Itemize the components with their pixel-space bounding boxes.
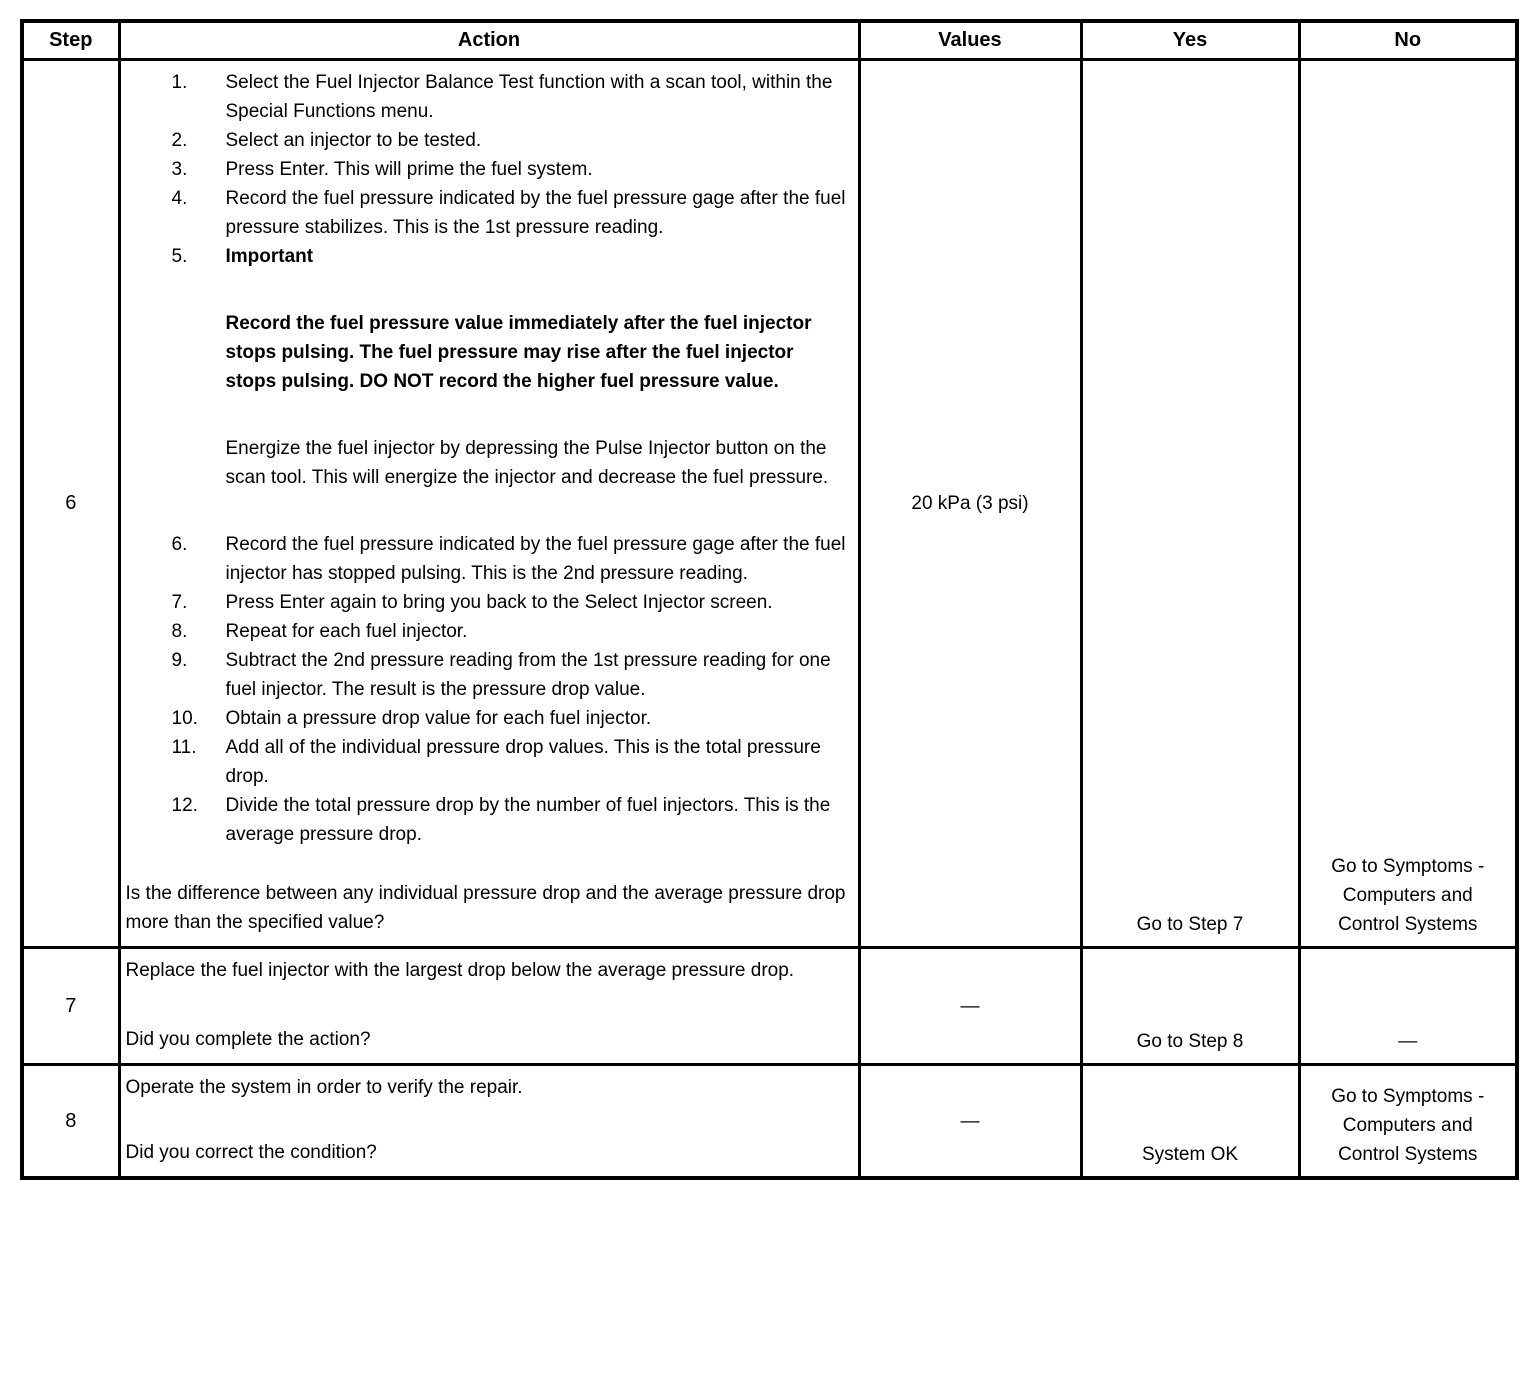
list-text: Add all of the individual pressure drop values. This is the total pressure drop. bbox=[225, 737, 821, 787]
no-cell: — bbox=[1299, 948, 1517, 1065]
list-number: 1. bbox=[171, 72, 188, 93]
action-list-item bbox=[126, 242, 850, 271]
action-list-item bbox=[126, 184, 850, 242]
values-cell: — bbox=[859, 948, 1081, 1065]
list-number: 7. bbox=[171, 592, 188, 613]
step-number: 7 bbox=[22, 948, 119, 1065]
values-cell: — bbox=[859, 1065, 1081, 1179]
values-cell: 20 kPa (3 psi) bbox=[859, 60, 1081, 948]
list-text: Select an injector to be tested. bbox=[225, 130, 482, 151]
yes-cell: System OK bbox=[1081, 1065, 1299, 1179]
yes-cell: Go to Step 8 bbox=[1081, 948, 1299, 1065]
list-number: 6. bbox=[171, 534, 188, 555]
action-text: Replace the fuel injector with the largest drop below the average pressure drop. bbox=[125, 960, 795, 981]
action-list-item bbox=[126, 530, 850, 588]
list-text: Record the fuel pressure indicated by the fuel pressure gage after the fuel injector has stopped pulsing. This is the 2nd pressure reading. bbox=[225, 534, 846, 584]
important-label: Important bbox=[225, 246, 314, 267]
col-header-no: No bbox=[1299, 21, 1517, 60]
list-number: 11. bbox=[171, 737, 197, 758]
action-list-item bbox=[126, 733, 850, 791]
action-list-item bbox=[126, 617, 850, 646]
action-list-item bbox=[126, 68, 850, 126]
list-text: Obtain a pressure drop value for each fuel injector. bbox=[225, 708, 652, 729]
no-cell bbox=[1299, 1065, 1517, 1179]
header-row bbox=[22, 21, 1517, 60]
action-text: Operate the system in order to verify the repair. bbox=[125, 1077, 523, 1098]
step-number: 6 bbox=[22, 60, 119, 948]
no-cell bbox=[1299, 60, 1517, 948]
list-text: Record the fuel pressure indicated by the fuel pressure gage after the fuel pressure stabilizes. This is the 1st pressure reading. bbox=[225, 188, 846, 238]
action-cell bbox=[119, 1065, 859, 1179]
col-header-step: Step bbox=[22, 21, 119, 60]
list-number: 9. bbox=[171, 650, 188, 671]
no-cell-text: Go to Symptoms - Computers and Control Systems bbox=[1331, 856, 1485, 935]
step-question: Did you correct the condition? bbox=[125, 1142, 377, 1163]
action-cell bbox=[119, 60, 859, 948]
diagnostic-table bbox=[20, 19, 1519, 1180]
table-row-step-7 bbox=[22, 948, 1517, 1065]
action-list-item bbox=[126, 791, 850, 849]
list-text: Subtract the 2nd pressure reading from the 1st pressure reading for one fuel injector. The result is the pressure drop value. bbox=[225, 650, 831, 700]
step-question: Did you complete the action? bbox=[125, 1029, 371, 1050]
list-text: Divide the total pressure drop by the number of fuel injectors. This is the average pressure drop. bbox=[225, 795, 831, 845]
action-list-item bbox=[126, 646, 850, 704]
action-cell bbox=[119, 948, 859, 1065]
action-list-item bbox=[126, 588, 850, 617]
list-number: 10. bbox=[171, 708, 198, 729]
important-paragraph: Record the fuel pressure value immediately after the fuel injector stops pulsing. The fuel pressure may rise after the fuel injector stops pulsing. DO NOT record the higher fuel pressure value. bbox=[225, 313, 812, 392]
list-number: 2. bbox=[171, 130, 188, 151]
list-number: 5. bbox=[171, 246, 188, 267]
action-list-item bbox=[126, 155, 850, 184]
col-header-values: Values bbox=[859, 21, 1081, 60]
col-header-yes: Yes bbox=[1081, 21, 1299, 60]
list-text: Press Enter. This will prime the fuel system. bbox=[225, 159, 593, 180]
step-number: 8 bbox=[22, 1065, 119, 1179]
list-text: Press Enter again to bring you back to the Select Injector screen. bbox=[225, 592, 773, 613]
action-list-item bbox=[126, 704, 850, 733]
no-cell-text: Go to Symptoms - Computers and Control Systems bbox=[1331, 1086, 1485, 1165]
list-text: Select the Fuel Injector Balance Test function with a scan tool, within the Special Functions menu. bbox=[225, 72, 833, 122]
list-number: 3. bbox=[171, 159, 188, 180]
energize-paragraph: Energize the fuel injector by depressing the Pulse Injector button on the scan tool. This will energize the injector and decrease the fuel pressure. bbox=[225, 438, 829, 488]
list-number: 8. bbox=[171, 621, 188, 642]
list-text: Repeat for each fuel injector. bbox=[225, 621, 468, 642]
yes-cell: Go to Step 7 bbox=[1081, 60, 1299, 948]
step-question: Is the difference between any individual pressure drop and the average pressure drop more than the specified value? bbox=[125, 883, 846, 933]
table-row-step-6 bbox=[22, 60, 1517, 948]
col-header-action: Action bbox=[119, 21, 859, 60]
list-number: 12. bbox=[171, 795, 198, 816]
action-list-item bbox=[126, 126, 850, 155]
list-number: 4. bbox=[171, 188, 188, 209]
table-row-step-8 bbox=[22, 1065, 1517, 1179]
